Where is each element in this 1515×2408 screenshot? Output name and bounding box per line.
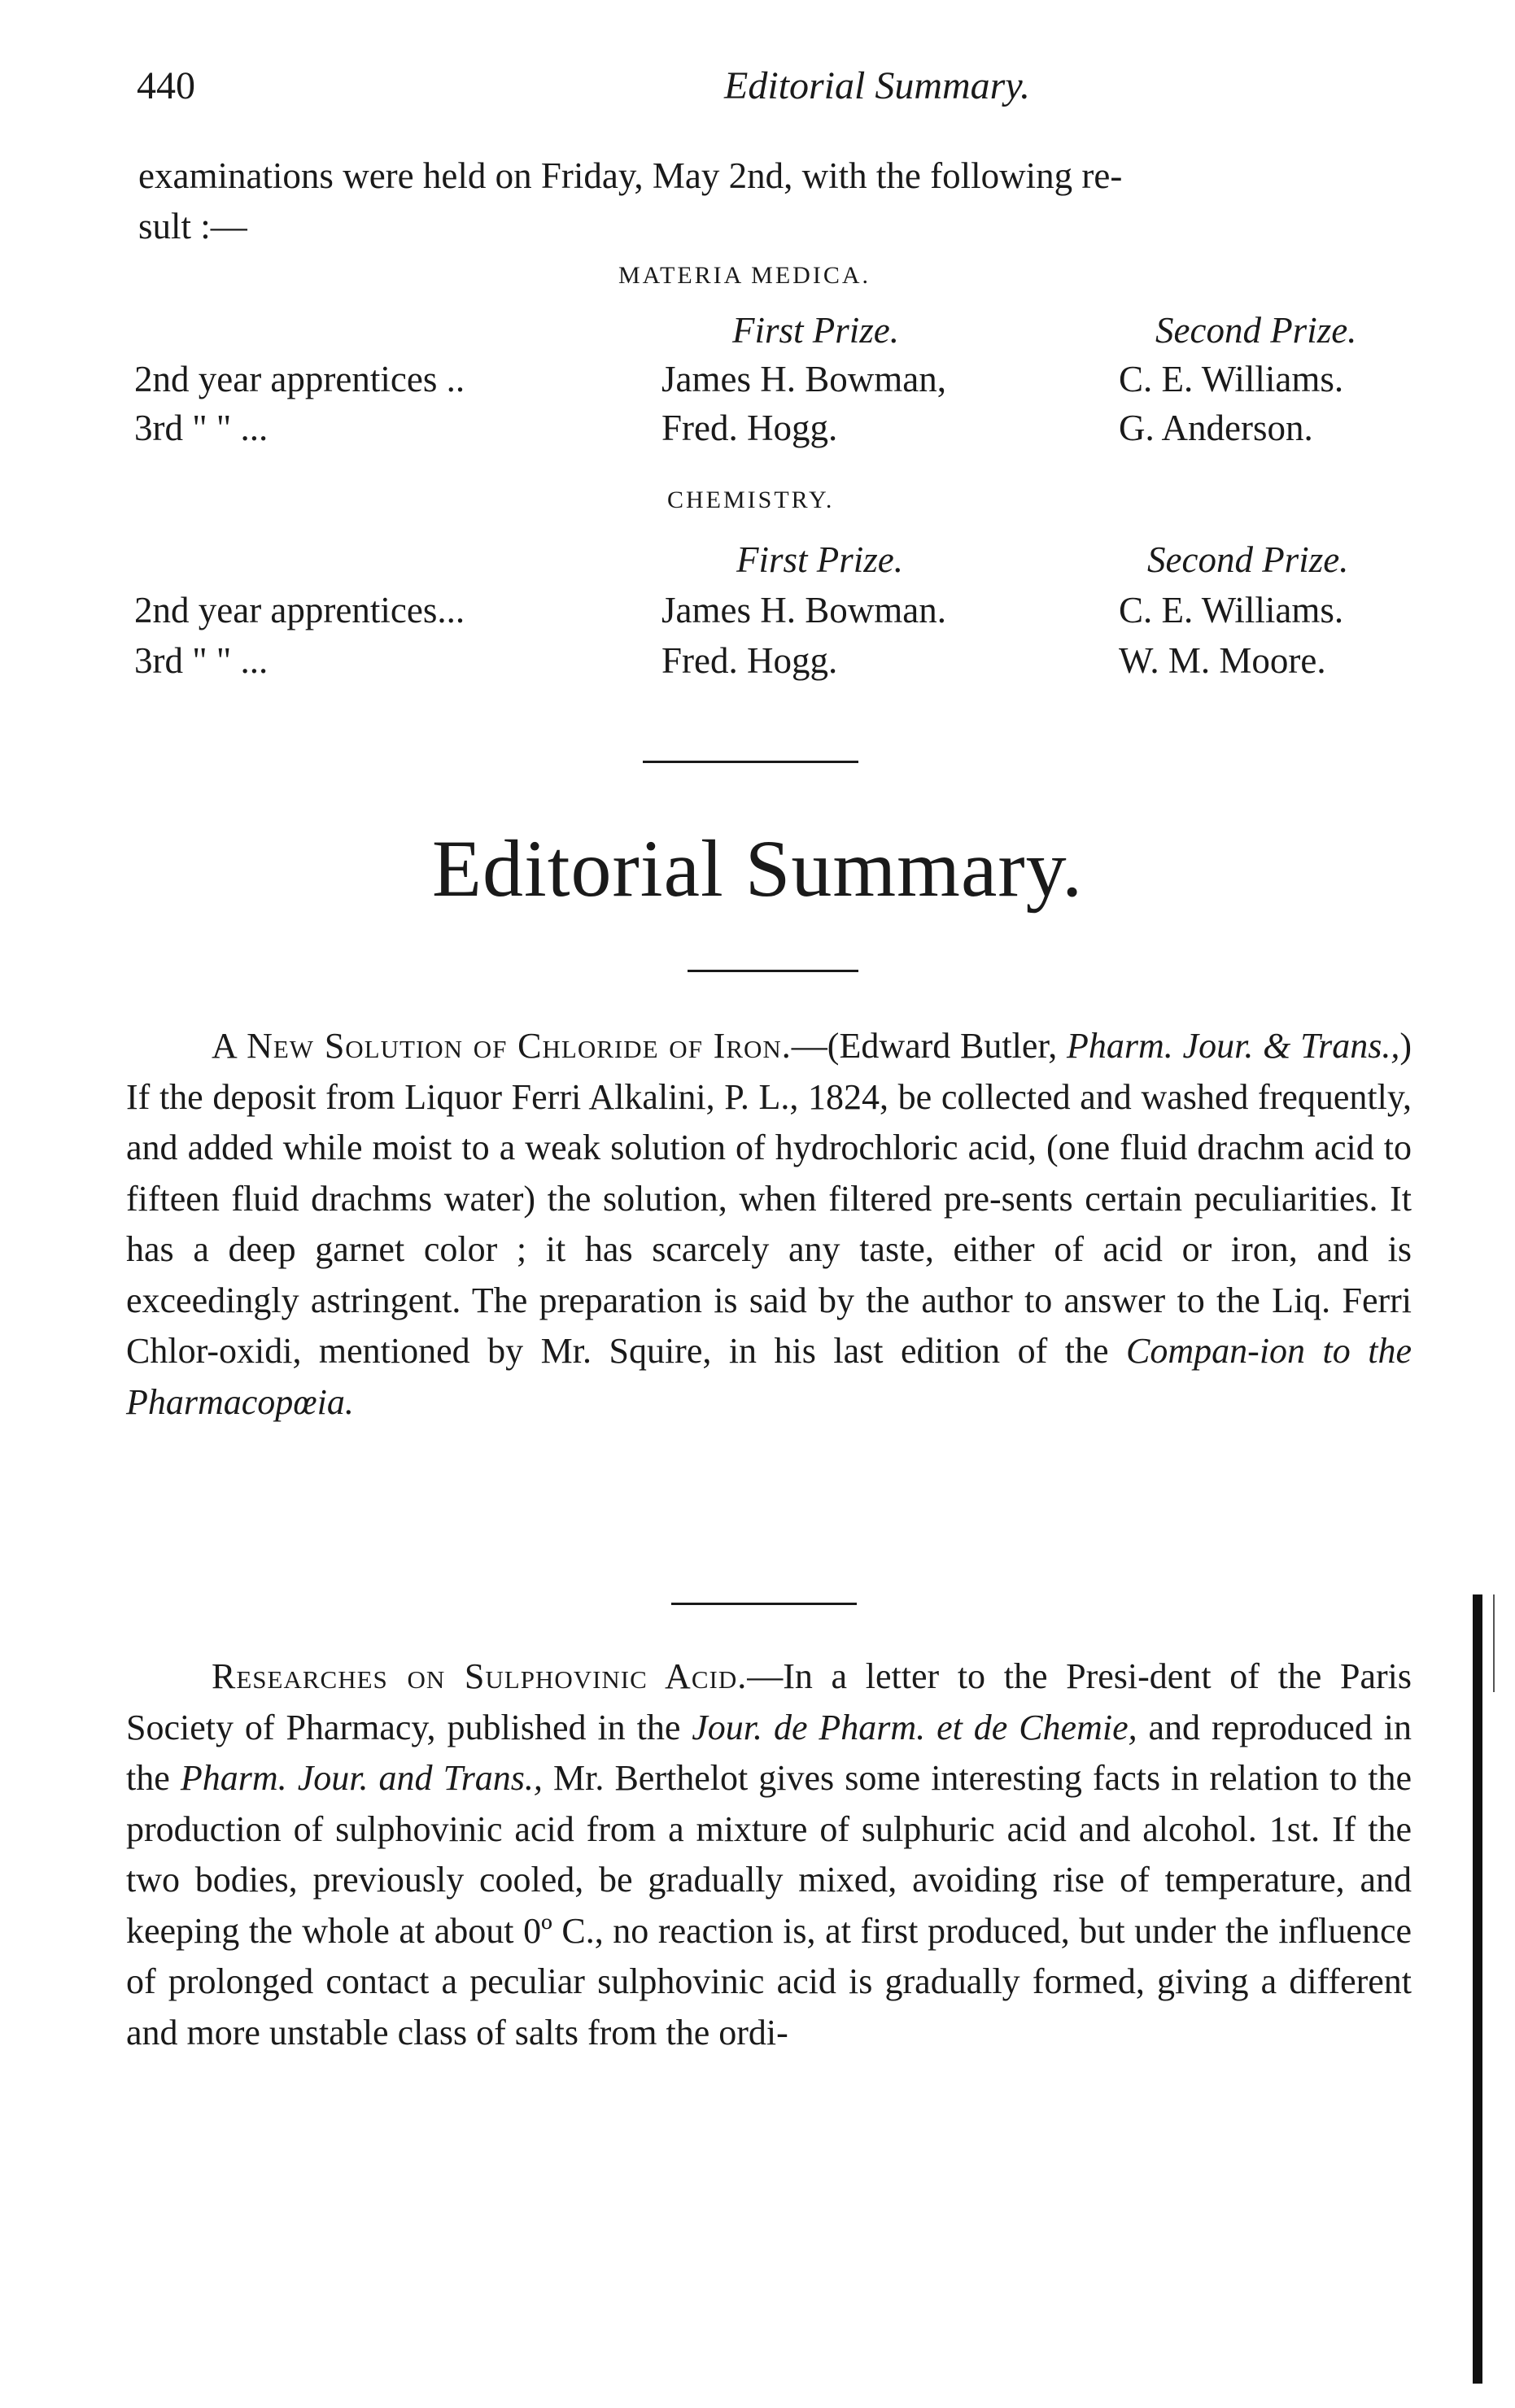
- article-body: ) If the deposit from Liquor Ferri Alkalini, P. L., 1824, be collected and washed frequently, and added while moist to a weak solution of hydrochloric acid, (one fluid drachm acid to fifteen fluid drachms water) the solution, when filtered pre-sents certain peculiarities. It has a deep garnet color ; it has scarcely any taste, either of acid or iron, and is exceedingly astringent. The preparation is said by the author to answer to the Liq. Ferri Chlor-oxidi, mentioned by Mr. Squire, in his last edition of the: [126, 1026, 1412, 1371]
- table-row: [134, 589, 1436, 639]
- article-title: A New Solution of Chloride of Iron.: [212, 1026, 792, 1066]
- second-prize-winner: C. E. Williams.: [1119, 590, 1344, 630]
- intro-line-1: examinations were held on Friday, May 2nd, with the following re-: [138, 155, 1123, 196]
- first-prize-winner: James H. Bowman,: [661, 359, 946, 399]
- article-chloride-of-iron: [126, 1021, 1412, 1428]
- first-prize-winner: Fred. Hogg.: [661, 640, 838, 681]
- row-label: 3rd " " ...: [134, 640, 269, 681]
- article-sulphovinic-acid: [126, 1651, 1412, 2058]
- journal-citation: Pharm. Jour. & Trans.,: [1067, 1026, 1400, 1066]
- materia-medica-heading: MATERIA MEDICA.: [618, 262, 871, 289]
- article-body: —In a letter to the Presi-dent of the Paris Society of Pharmacy, published in the: [126, 1656, 1412, 1747]
- row-label: 3rd " " ...: [134, 408, 269, 448]
- journal-citation: Jour. de Pharm. et de Chemie,: [692, 1707, 1137, 1747]
- article-body: and reproduced in the: [126, 1707, 1412, 1798]
- table-header-row: [134, 309, 1436, 360]
- article-body: Mr. Berthelot gives some interesting facts in relation to the production of sulphovinic acid from a mixture of sulphuric acid and alcohol. 1st. If the two bodies, previously cooled, be gradually mixed, avoiding rise of temperature, and keeping the whole at about 0º C., no reaction is, at first produced, but under the influence of prolonged contact a peculiar sulphovinic acid is gradually formed, giving a different and more unstable class of salts from the ordi-: [126, 1758, 1412, 2052]
- journal-citation: Pharm. Jour. and Trans.,: [180, 1758, 543, 1798]
- table-row: [134, 407, 1436, 457]
- first-prize-winner: Fred. Hogg.: [661, 408, 838, 448]
- section-title: Editorial Summary.: [431, 823, 1084, 914]
- second-prize-header: Second Prize.: [1155, 310, 1357, 351]
- article-divider: [671, 1603, 857, 1605]
- page-edge-line: [1493, 1594, 1495, 1692]
- title-underline: [688, 970, 858, 972]
- chemistry-heading: CHEMISTRY.: [667, 486, 835, 513]
- page-number: 440: [137, 64, 195, 107]
- page-edge-shadow: [1473, 1594, 1482, 2384]
- second-prize-winner: W. M. Moore.: [1119, 640, 1326, 681]
- article-byline: —(Edward Butler,: [791, 1026, 1058, 1066]
- article-title: Researches on Sulphovinic Acid.: [212, 1656, 748, 1696]
- second-prize-winner: G. Anderson.: [1119, 408, 1313, 448]
- book-citation: Compan-ion to the Pharmacopœia.: [126, 1331, 1412, 1422]
- table-row: [134, 358, 1436, 408]
- second-prize-header: Second Prize.: [1147, 539, 1349, 580]
- second-prize-winner: C. E. Williams.: [1119, 359, 1344, 399]
- row-label: 2nd year apprentices...: [134, 590, 465, 630]
- first-prize-winner: James H. Bowman.: [661, 590, 946, 630]
- table-row: [134, 639, 1436, 690]
- table-header-row: [134, 539, 1436, 589]
- row-label: 2nd year apprentices ..: [134, 359, 465, 399]
- first-prize-header: First Prize.: [736, 539, 904, 580]
- running-title: Editorial Summary.: [724, 64, 1031, 107]
- intro-line-2: sult :—: [138, 206, 247, 246]
- section-divider: [643, 761, 858, 763]
- running-head: [130, 63, 1393, 112]
- first-prize-header: First Prize.: [732, 310, 900, 351]
